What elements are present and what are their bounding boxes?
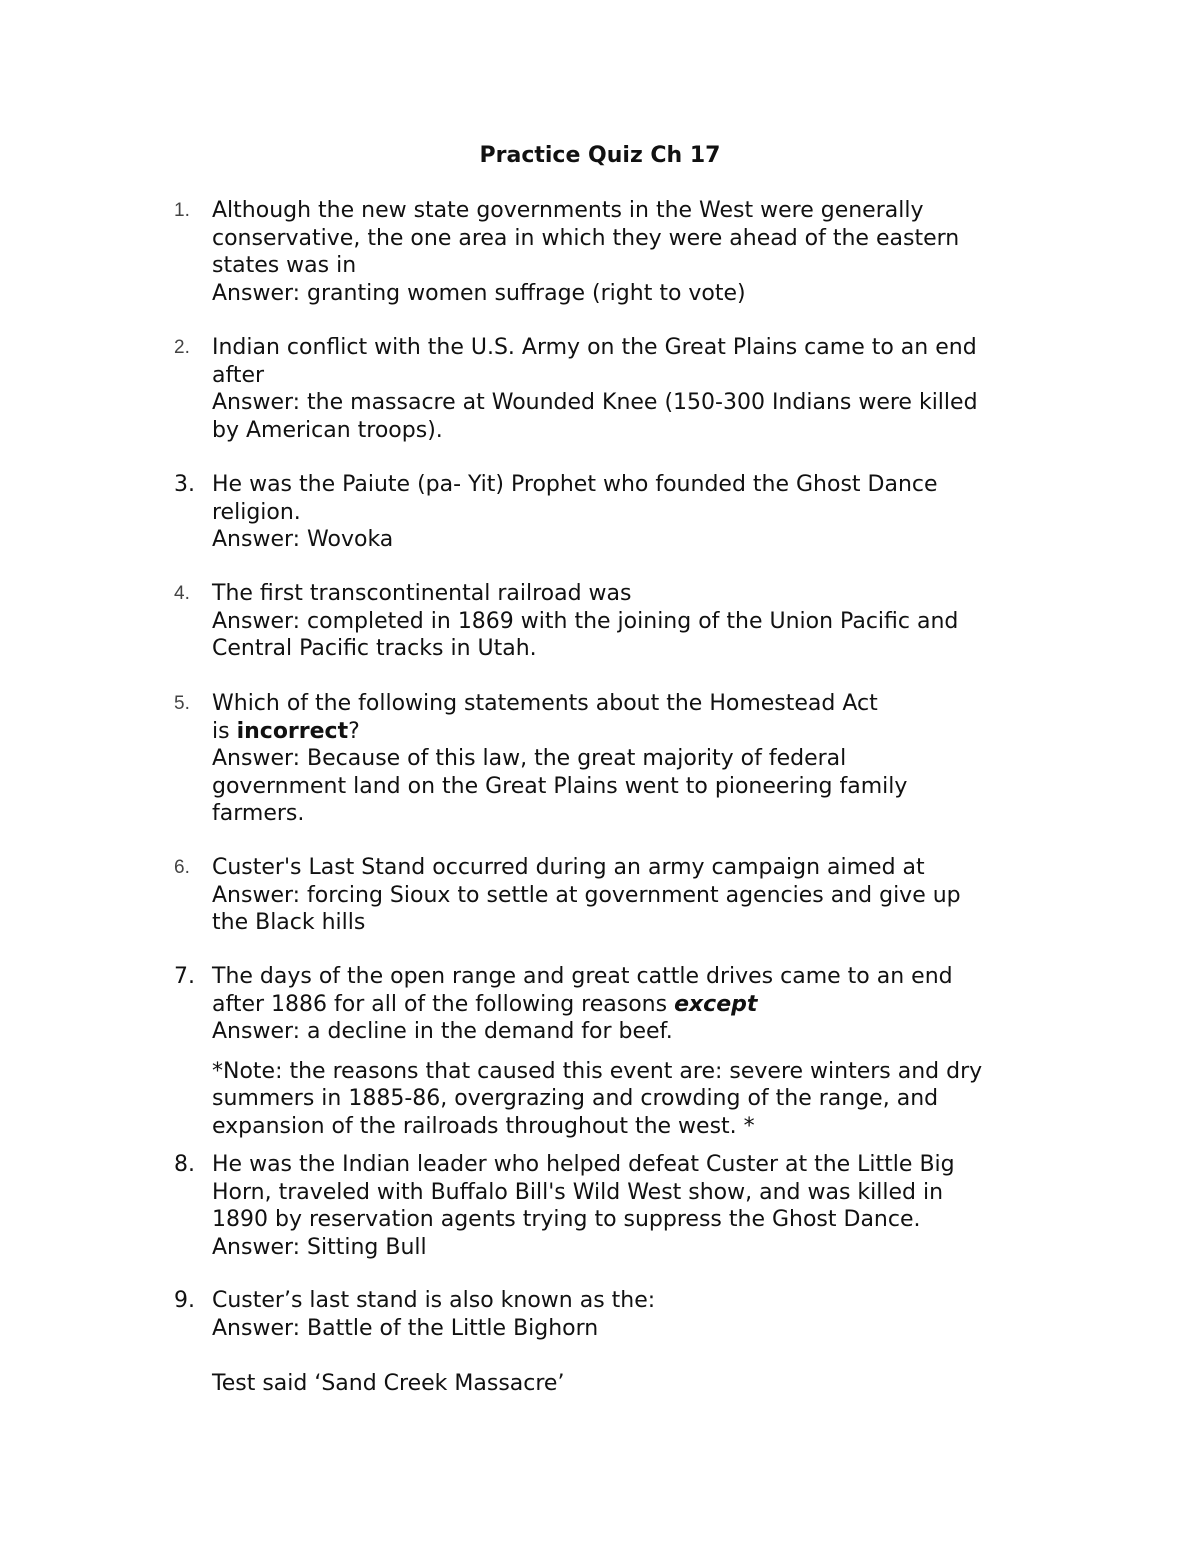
question-text-prefix: is [212, 718, 237, 744]
answer-text: Answer: Sitting Bull [212, 1234, 427, 1260]
question-number: 5. [174, 693, 190, 714]
question-text: states was in [212, 253, 357, 278]
question-4 [174, 580, 1082, 663]
question-text [212, 991, 1082, 1019]
answer-text: Answer: Because of this law, the great majority of federal [212, 746, 847, 771]
question-text: The days of the open range and great cattle drives came to an end [212, 964, 953, 989]
question-text: Custer's Last Stand occurred during an army campaign aimed at [212, 855, 925, 880]
question-text: 1890 by reservation agents trying to suppress the Ghost Dance. [212, 1207, 921, 1232]
answer-text: Answer: forcing Sioux to settle at government agencies and give up [212, 882, 961, 908]
question-text: He was the Indian leader who helped defeat Custer at the Little Big [212, 1152, 955, 1177]
answer-text: Central Pacific tracks in Utah. [212, 636, 537, 661]
answer-text: government land on the Great Plains went to pioneering family [212, 773, 908, 799]
question-9 [174, 1287, 1082, 1397]
emphasis-except: except [674, 991, 758, 1017]
question-6 [174, 854, 1082, 937]
question-1 [174, 197, 1082, 307]
question-8 [174, 1151, 1082, 1261]
question-text: Custer’s last stand is also known as the: [212, 1288, 656, 1313]
answer-text: the Black hills [212, 910, 366, 935]
test-note-text: Test said ‘Sand Creek Massacre’ [212, 1370, 565, 1396]
answer-text: Answer: the massacre at Wounded Knee (150-300 Indians were killed [212, 390, 978, 415]
question-number: 7. [174, 964, 195, 989]
answer-text: Answer: Battle of the Little Bighorn [212, 1315, 599, 1341]
emphasis-incorrect: incorrect [236, 718, 349, 744]
question-text: Although the new state governments in the West were generally [212, 198, 924, 223]
question-number: 2. [174, 337, 190, 358]
question-2 [174, 334, 1082, 444]
note-text: expansion of the railroads throughout the west. * [212, 1113, 755, 1139]
question-number: 3. [174, 472, 195, 497]
question-text: Indian conflict with the U.S. Army on the Great Plains came to an end [212, 335, 977, 360]
question-number: 4. [174, 583, 190, 604]
question-text-prefix: after 1886 for all of the following reasons [212, 991, 675, 1017]
question-text: after [212, 362, 265, 388]
answer-text: Answer: completed in 1869 with the joining of the Union Pacific and [212, 608, 959, 634]
question-number: 9. [174, 1288, 195, 1313]
answer-text: Answer: granting women suffrage (right to vote) [212, 280, 746, 306]
question-text: Horn, traveled with Buffalo Bill's Wild West show, and was killed in [212, 1179, 944, 1205]
question-3 [174, 471, 1082, 554]
question-text: He was the Paiute (pa- Yit) Prophet who founded the Ghost Dance [212, 472, 938, 497]
note-text: summers in 1885-86, overgrazing and crowding of the range, and [212, 1086, 939, 1111]
question-number: 1. [174, 200, 190, 221]
question-text-suffix: ? [348, 718, 360, 744]
answer-text: Answer: Wovoka [212, 527, 394, 552]
answer-text: farmers. [212, 801, 305, 826]
answer-text: Answer: a decline in the demand for beef. [212, 1019, 673, 1044]
note-text: *Note: the reasons that caused this event are: severe winters and dry [212, 1058, 983, 1084]
question-number: 6. [174, 857, 190, 878]
answer-text: by American troops). [212, 417, 443, 443]
question-5 [174, 690, 1082, 828]
question-text: religion. [212, 499, 301, 525]
question-7 [174, 963, 1082, 1140]
page-title: Practice Quiz Ch 17 [479, 143, 721, 168]
question-number: 8. [174, 1152, 195, 1177]
note-block [212, 1058, 1082, 1141]
question-text [212, 718, 1082, 746]
question-text: Which of the following statements about the Homestead Act [212, 691, 878, 716]
question-text: conservative, the one area in which they were ahead of the eastern [212, 225, 960, 251]
question-text: The first transcontinental railroad was [212, 581, 632, 606]
